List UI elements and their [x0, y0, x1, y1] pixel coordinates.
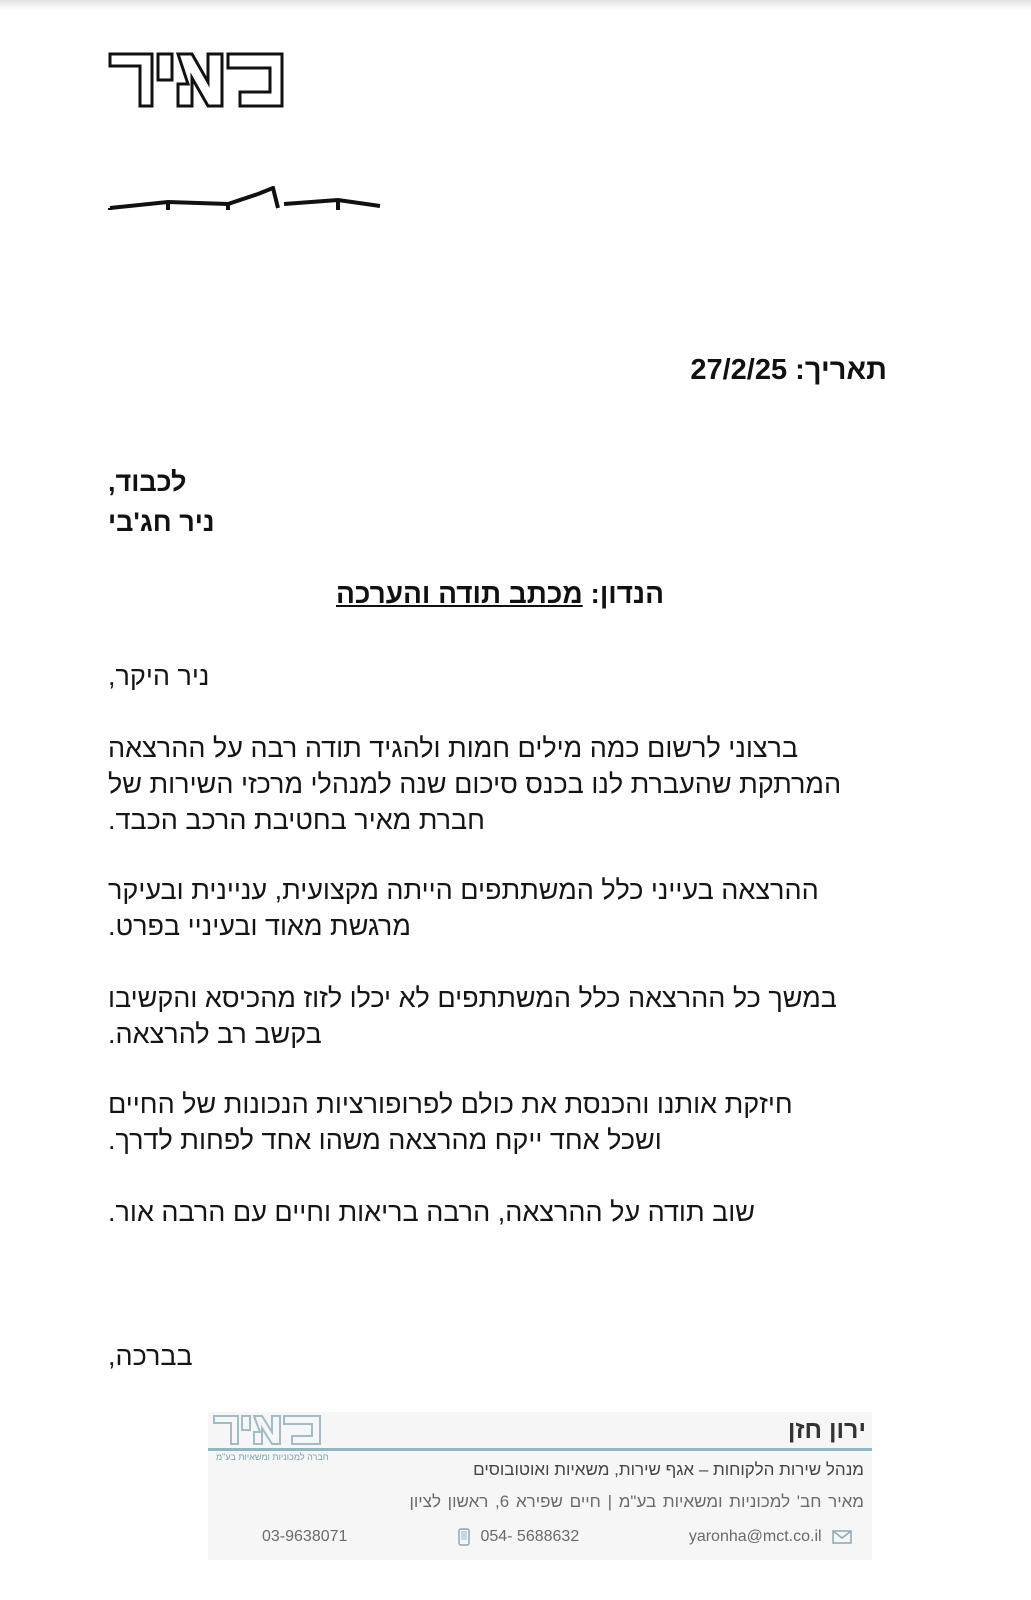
email-contact: [689, 1528, 858, 1546]
date-value: 27/2/25: [690, 354, 788, 386]
subject-text: מכתב תודה והערכה: [335, 578, 583, 609]
signer-title: מנהל שירות הלקוחות – אגף שירות, משאיות ואוטובוסים: [473, 1460, 864, 1479]
recipient-block: [108, 462, 508, 542]
meir-logo-icon: [108, 48, 286, 110]
signature-divider: [208, 1448, 872, 1451]
email-link[interactable]: yaronha@mct.co.il: [688, 1528, 822, 1545]
signer-name: ירון חזן: [787, 1416, 866, 1444]
salutation: לכבוד,: [108, 467, 187, 497]
body-line: חברת מאיר בחטיבת הרכב הכבד.: [108, 805, 485, 835]
subject-label: הנדון:: [590, 578, 665, 609]
subject-line: [0, 578, 1000, 610]
date-label: תאריך:: [795, 354, 887, 386]
body-line: ושכל אחד ייקח מהרצאה משהו אחד לפחות לדרך.: [108, 1125, 662, 1155]
body-line: המרתקת שהעברת לנו בכנס סיכום שנה למנהלי מרכזי השירות של: [108, 769, 842, 799]
letterhead-graphic-cropped: [108, 186, 388, 210]
body-line: שוב תודה על ההרצאה, הרבה בריאות וחיים עם הרבה אור.: [108, 1197, 755, 1227]
phone-number[interactable]: 03-9638071: [262, 1528, 348, 1545]
body-paragraph: [108, 872, 898, 944]
mobile-number[interactable]: 054- 5688632: [480, 1528, 580, 1546]
closing-text: בברכה,: [108, 1341, 193, 1371]
body-line: חיזקת אותנו והכנסת את כולם לפרופורציות הנכונות של החיים: [108, 1089, 793, 1119]
top-shadow: [0, 0, 1031, 10]
body-line: ההרצאה בעייני כלל המשתתפים הייתה מקצועית, עניינית ובעיקר: [108, 875, 819, 905]
date-line: [690, 354, 887, 387]
phone-contact: [262, 1528, 347, 1546]
body-line: ברצוני לרשום כמה מילים חמות ולהגיד תודה רבה על ההרצאה: [108, 733, 799, 763]
body-paragraph: [108, 1086, 898, 1158]
body-paragraph: [108, 1194, 898, 1230]
body-paragraph: [108, 730, 898, 838]
mobile-phone-icon: [458, 1528, 470, 1546]
body-paragraph: [108, 980, 898, 1052]
envelope-icon: [832, 1530, 852, 1544]
email-signature: [208, 1412, 872, 1560]
meir-logo-small-icon: [212, 1412, 324, 1448]
logo-subtitle: חברה למכוניות ומשאיות בע"מ: [216, 1452, 329, 1462]
recipient-name: ניר חג'בי: [108, 507, 215, 537]
body-line: במשך כל ההרצאה כלל המשתתפים לא יכלו לזוז מהכיסא והקשיבו: [108, 983, 837, 1013]
greeting: [108, 658, 898, 694]
body-line: מרגשת מאוד ובעיניי בפרט.: [108, 911, 411, 941]
closing: [108, 1338, 898, 1374]
greeting-text: ניר היקר,: [108, 661, 210, 691]
company-address: מאיר חב' למכוניות ומשאיות בע"מ | חיים שפירא 6, ראשון לציון: [409, 1492, 864, 1511]
body-line: בקשב רב להרצאה.: [108, 1019, 322, 1049]
mobile-contact: [452, 1528, 579, 1546]
